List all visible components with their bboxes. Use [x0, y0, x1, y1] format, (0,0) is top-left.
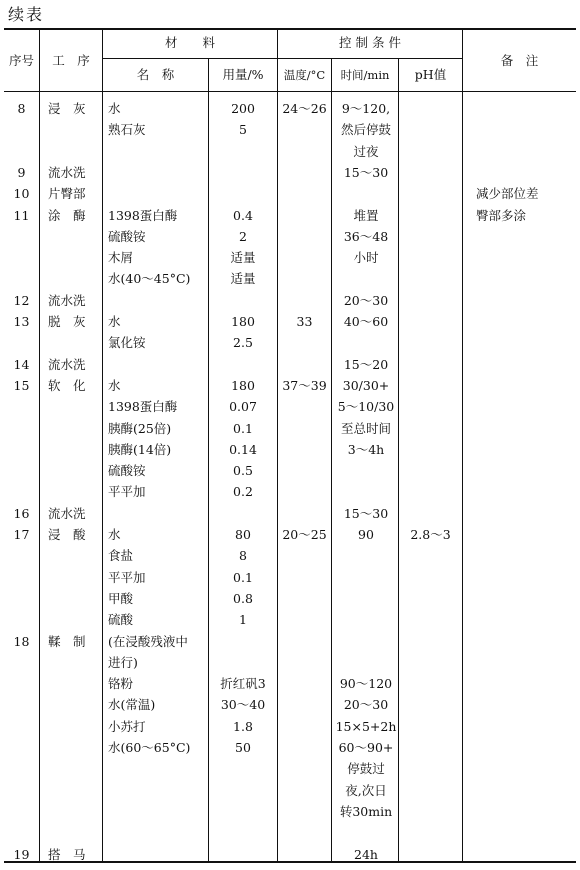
cell-time: 至总时间 — [340, 420, 391, 436]
cell-time: 20～30 — [343, 292, 389, 308]
cell-materials: 木屑 — [108, 250, 134, 266]
cell-amounts: 0.07 — [229, 399, 257, 415]
header-control: 控 制 条 件 — [339, 35, 401, 50]
cell-time: 然后停鼓 — [340, 122, 391, 138]
cell-time: 小时 — [353, 250, 379, 266]
cell-amounts: 0.8 — [233, 590, 253, 606]
table-caption: 续表 — [8, 5, 45, 24]
cell-process: 流水洗 — [48, 292, 86, 308]
cell-remark: 减少部位差 — [476, 186, 539, 202]
cell-process: 流水洗 — [48, 356, 86, 372]
cell-materials: 1398蛋白酶 — [108, 207, 178, 223]
cell-process: 搭 马 — [48, 846, 86, 862]
col-rule-7 — [462, 28, 463, 863]
cell-time: 20～30 — [343, 697, 389, 713]
header-materials: 材 料 — [164, 35, 215, 50]
cell-seq: 19 — [13, 846, 30, 862]
cell-process: 浸 酸 — [48, 527, 86, 542]
cell-materials: 硫酸铵 — [108, 463, 146, 479]
cell-seq: 13 — [13, 314, 30, 329]
cell-process: 软 化 — [48, 377, 86, 393]
cell-amounts: 8 — [239, 548, 247, 564]
cell-amounts: 0.4 — [233, 207, 253, 223]
cell-amounts: 适量 — [230, 271, 256, 287]
cell-process: 脱 灰 — [48, 314, 86, 329]
cell-process: 浸 灰 — [48, 101, 86, 116]
cell-process: 鞣 制 — [48, 633, 86, 649]
cell-materials: (在浸酸残液中 — [108, 633, 188, 649]
cell-amounts: 5 — [239, 122, 247, 138]
col-rule-6 — [398, 58, 399, 863]
cell-amounts: 80 — [235, 527, 251, 542]
cell-time: 堆置 — [353, 207, 379, 223]
cell-materials: 甲酸 — [108, 590, 134, 606]
cell-materials: 食盐 — [108, 548, 134, 564]
cell-materials: 胰酶(14倍) — [108, 441, 172, 457]
cell-amounts: 折红矾3 — [220, 676, 266, 692]
cell-amounts: 200 — [231, 101, 255, 116]
cell-materials: 氯化铵 — [108, 335, 146, 351]
cell-time: 15～20 — [343, 356, 389, 372]
top-rule — [4, 28, 576, 30]
cell-seq: 14 — [13, 356, 30, 372]
cell-materials: 胰酶(25倍) — [108, 420, 172, 436]
cell-time: 30/30+ — [342, 377, 390, 393]
header-material-amount: 用量/% — [222, 67, 264, 82]
cell-time: 15×5+2h — [335, 718, 397, 734]
cell-seq: 12 — [13, 292, 30, 308]
cell-time: 60～90+ — [338, 740, 394, 755]
cell-amounts: 0.1 — [233, 420, 253, 436]
cell-amounts: 50 — [235, 740, 251, 755]
cell-process: 流水洗 — [48, 164, 86, 180]
cell-amounts: 180 — [231, 377, 255, 393]
cell-materials: 熟石灰 — [108, 122, 146, 138]
cell-time: 15～30 — [343, 164, 389, 180]
cell-process: 涂 酶 — [48, 207, 86, 223]
cell-seq: 15 — [13, 377, 30, 393]
cell-materials: 小苏打 — [108, 718, 146, 734]
cell-time: 15～30 — [343, 505, 389, 521]
cell-materials: 水 — [108, 527, 121, 542]
header-seq: 序号 — [8, 53, 34, 68]
col-rule-4 — [277, 28, 278, 863]
cell-temp: 33 — [296, 314, 313, 329]
col-rule-2 — [102, 28, 103, 863]
header-bottom-rule — [4, 91, 576, 92]
cell-materials: 平平加 — [108, 569, 146, 585]
cell-amounts: 2 — [239, 228, 247, 244]
cell-temp: 37～39 — [282, 377, 327, 393]
cell-materials: 水(40～45°C) — [108, 271, 191, 287]
cell-materials: 水 — [108, 314, 121, 329]
cell-seq: 18 — [13, 633, 30, 649]
cell-amounts: 1 — [239, 612, 247, 628]
cell-amounts: 适量 — [230, 250, 256, 266]
header-ph: pH值 — [414, 67, 447, 82]
cell-time: 3～4h — [347, 441, 385, 457]
cell-materials: 进行) — [108, 654, 138, 670]
cell-seq: 17 — [13, 527, 30, 542]
header-time: 时间/min — [340, 68, 390, 82]
cell-time: 90 — [358, 527, 374, 542]
cell-materials: 1398蛋白酶 — [108, 399, 178, 415]
header-temperature: 温度/°C — [283, 68, 326, 82]
cell-materials: 水(常温) — [108, 697, 156, 713]
cell-amounts: 0.1 — [233, 569, 253, 585]
cell-time: 40～60 — [343, 314, 389, 329]
cell-time: 90～120 — [339, 676, 393, 692]
header-remark: 备 注 — [500, 53, 539, 68]
cell-process: 片臀部 — [48, 186, 86, 202]
cell-time: 过夜 — [353, 143, 379, 159]
cell-seq: 8 — [17, 101, 26, 116]
cell-amounts: 0.14 — [229, 441, 257, 457]
header-material-name: 名 称 — [136, 67, 175, 82]
cell-amounts: 1.8 — [233, 718, 253, 734]
col-rule-1 — [39, 28, 40, 863]
cell-seq: 9 — [17, 164, 26, 180]
cell-seq: 11 — [13, 207, 30, 223]
cell-materials: 硫酸铵 — [108, 228, 146, 244]
cell-seq: 16 — [13, 505, 30, 521]
cell-seq: 10 — [13, 186, 30, 202]
cell-time: 9～120, — [341, 101, 391, 116]
cell-amounts: 0.2 — [233, 484, 253, 500]
cell-materials: 平平加 — [108, 484, 146, 500]
col-rule-5 — [331, 58, 332, 863]
header-process: 工 序 — [52, 53, 90, 68]
cell-amounts: 2.5 — [233, 335, 253, 351]
cell-temp: 20～25 — [282, 527, 327, 542]
cell-time: 5～10/30 — [337, 399, 395, 415]
cell-temp: 24～26 — [282, 101, 327, 116]
cell-time: 36～48 — [343, 228, 389, 244]
cell-materials: 铬粉 — [108, 676, 134, 692]
cell-materials: 水 — [108, 377, 121, 393]
subheader-rule — [102, 58, 462, 59]
cell-time: 24h — [354, 846, 378, 862]
cell-materials: 水 — [108, 101, 121, 116]
cell-materials: 硫酸 — [108, 612, 134, 628]
cell-remark: 臀部多涂 — [476, 207, 527, 223]
cell-ph: 2.8～3 — [410, 527, 451, 542]
cell-time: 停鼓过 — [347, 761, 385, 777]
cell-amounts: 180 — [231, 314, 255, 329]
cell-amounts: 0.5 — [233, 463, 253, 479]
cell-process: 流水洗 — [48, 505, 86, 521]
cell-time: 转30min — [339, 803, 393, 819]
cell-materials: 水(60～65°C) — [108, 740, 191, 755]
cell-amounts: 30～40 — [220, 697, 266, 713]
cell-time: 夜,次日 — [345, 782, 387, 798]
